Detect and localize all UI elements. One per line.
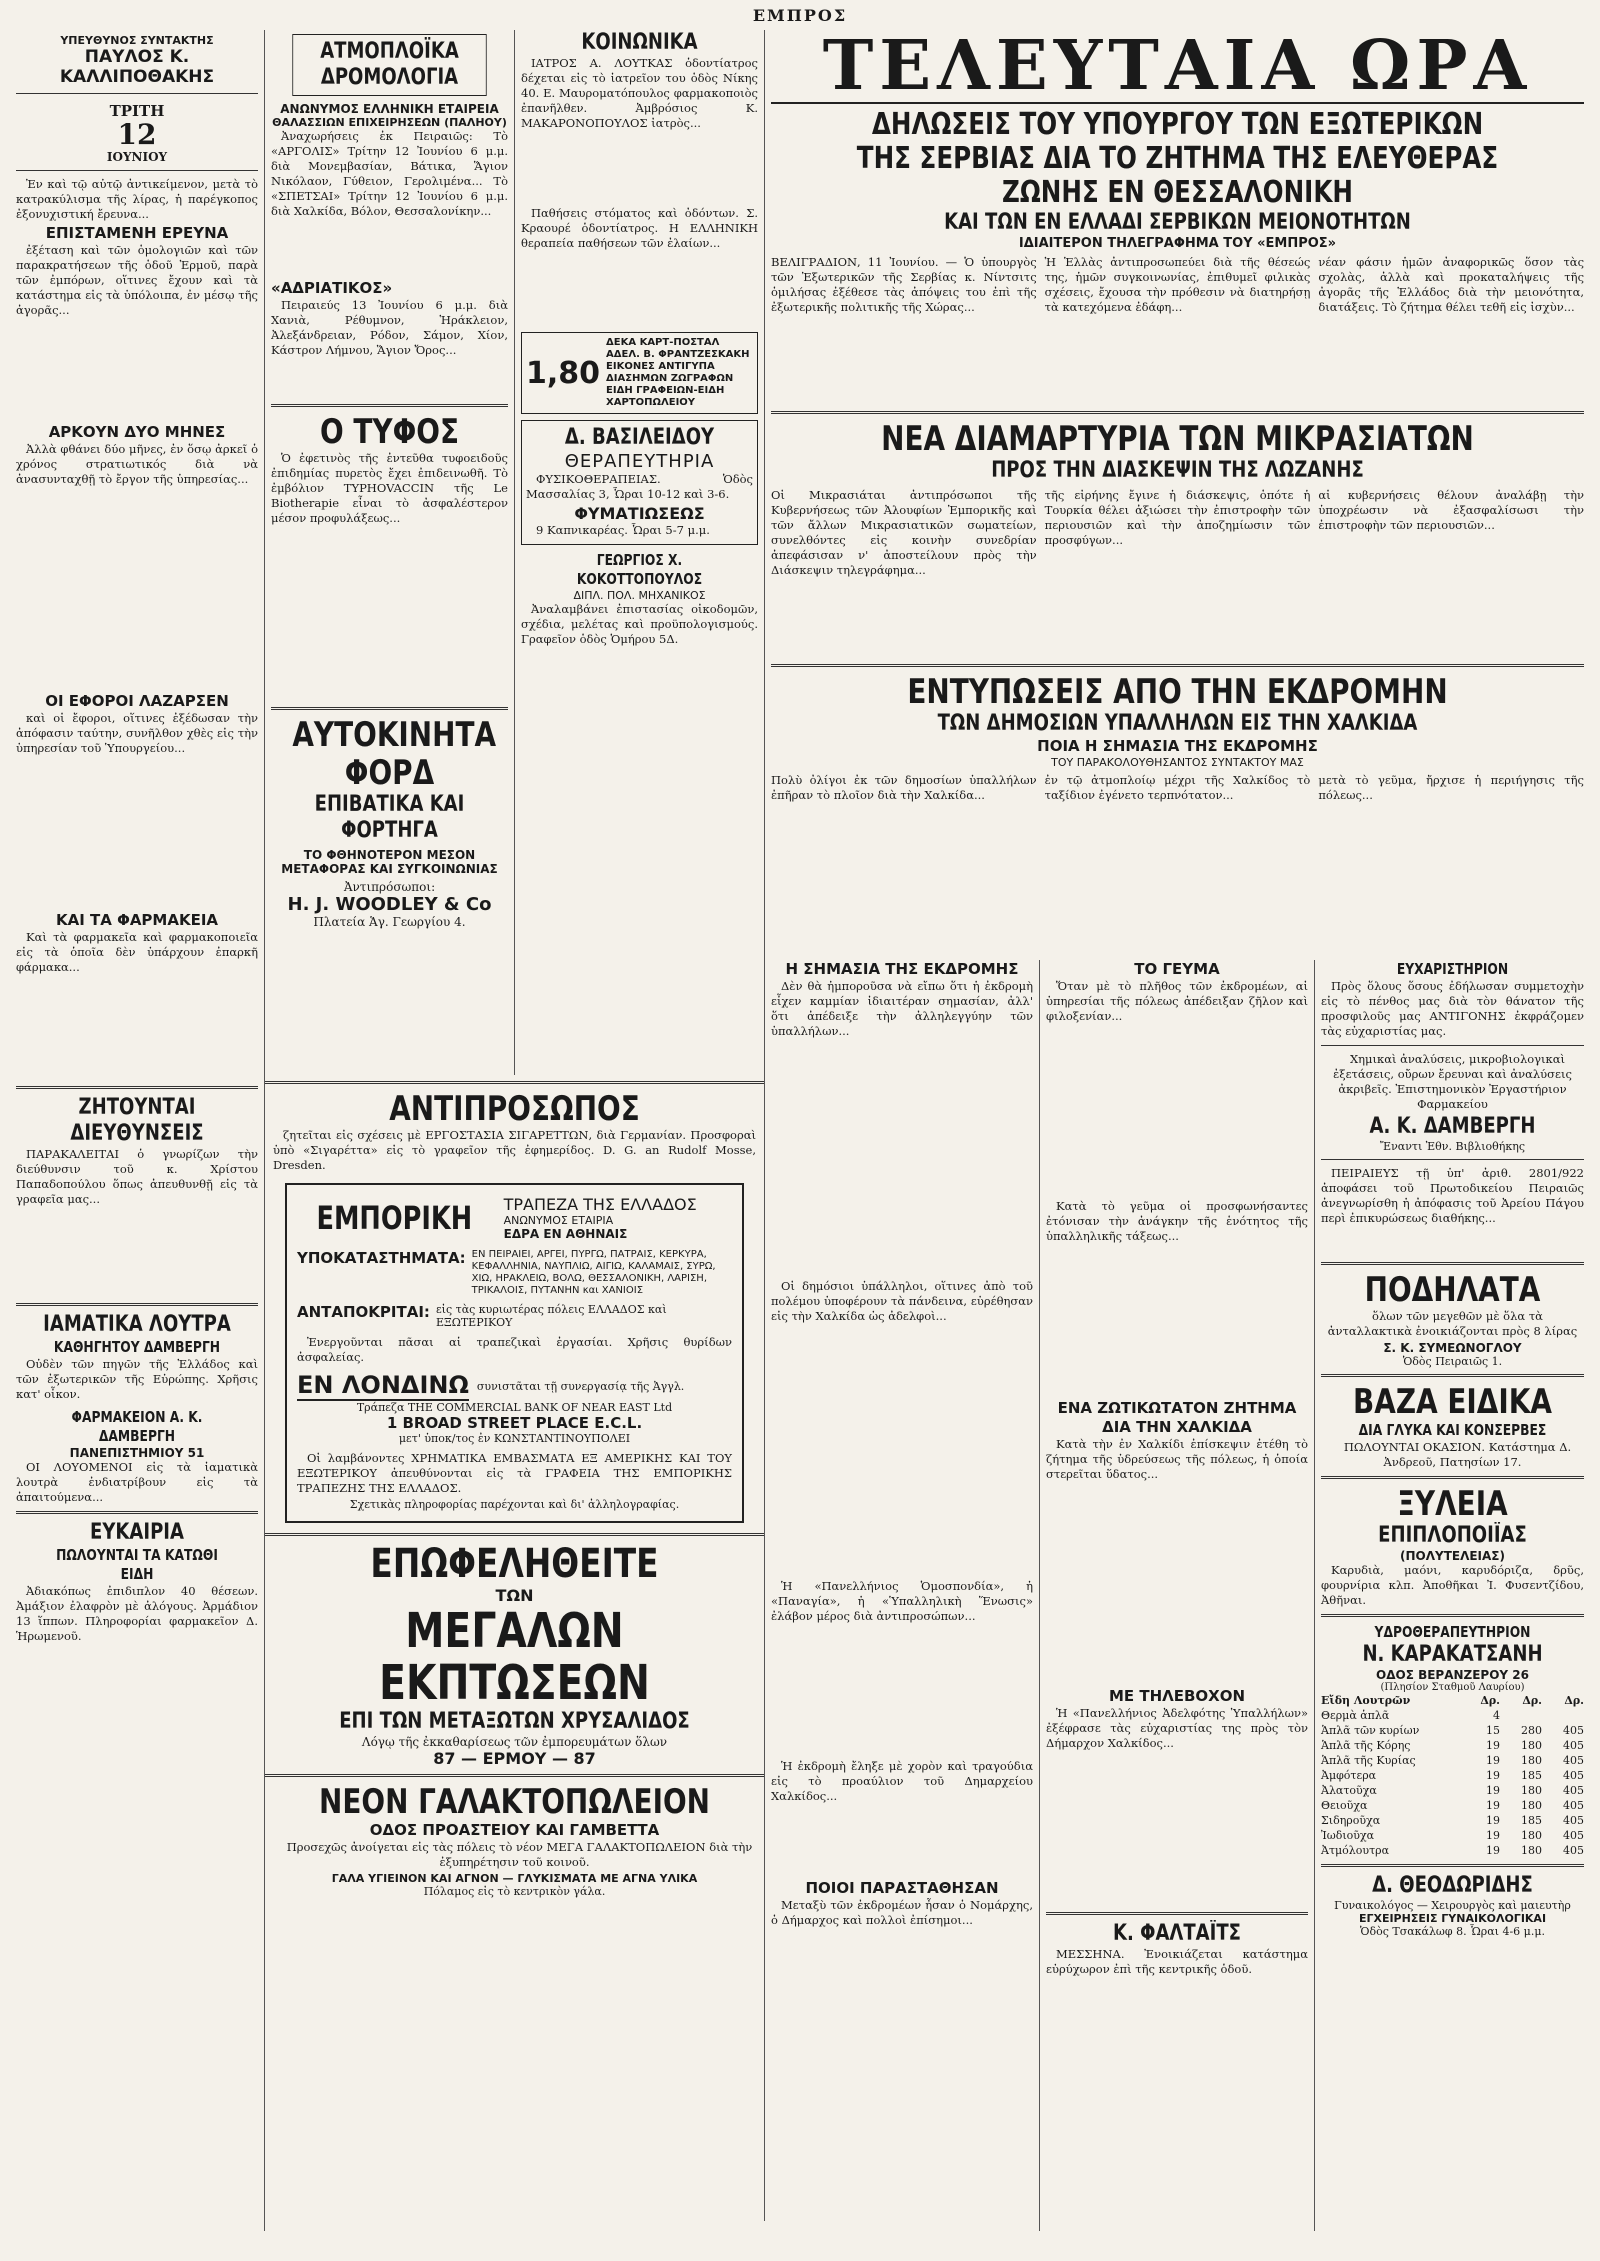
branches-list: ΕΝ ΠΕΙΡΑΙΕΙ, ΑΡΓΕΙ, ΠΥΡΓΩ, ΠΑΤΡΑΙΣ, ΚΕΡΚΥΡΑ, ΚΕΦΑΛΛΗΝΙΑ, ΝΑΥΠΛΙΩ, ΑΙΓΙΩ, ΚΑΛΑΜΑΙΣ, ΣΥΡΩ, ΧΙΩ, ΗΡΑΚΛΕΙΩ, ΒΟΛΩ, ΘΕΣΣΑΛΟΝΙΚΗ, ΛΑΡΙΣΗ, ΤΡΙΚΑΛΟΙΣ, ΠΥΤΑΝΗΝ και ΧΑΝΙΟΙΣ xyxy=(471,1249,716,1296)
dairy-heading: ΝΕΟΝ ΓΑΛΑΚΤΟΠΩΛΕΙΟΝ xyxy=(318,1782,711,1822)
issue-month: ΙΟΥΝΙΟΥ xyxy=(106,150,168,164)
impressions-headline: ΕΝΤΥΠΩΣΕΙΣ ΑΠΟ ΤΗΝ ΕΚΔΡΟΜΗΝ xyxy=(907,672,1448,712)
pharmacy-address: ΠΑΝΕΠΙΣΤΗΜΙΟΥ 51 xyxy=(69,1446,205,1460)
bikes-name: Σ. Κ. ΣΥΜΕΩΝΟΓΛΟΥ xyxy=(1383,1341,1522,1355)
bikes-address: Ὁδὸς Πειραιῶς 1. xyxy=(1402,1355,1503,1368)
cars-agent: H. J. WOODLEY & Co xyxy=(287,894,492,915)
doctor-text: Ἀναλαμβάνει ἐπιστασίας οἰκοδομῶν, σχέδια, μελέτας καὶ προϋπολογισμούς. Γραφεῖον ὁδὸς Ὁμήρου 5Δ. xyxy=(521,602,758,646)
meaning-text-5: Μεταξὺ τῶν ἐκδρομέων ἦσαν ὁ Νομάρχης, ὁ Δήμαρχος καὶ πολλοὶ ἐπίσημοι... xyxy=(771,1898,1033,1927)
issue-heading: ΕΝΑ ΖΩΤΙΚΩΤΑΤΟΝ ΖΗΤΗΜΑ ΔΙΑ ΤΗΝ ΧΑΛΚΙΔΑ xyxy=(1057,1399,1297,1436)
lazarsen-text: καὶ οἱ ἔφοροι, οἵτινες ἐξέδωσαν τὴν ἀπόφασιν ταύτην, συνῆλθον χθὲς εἰς τὴν ὑπηρεσίαν τοῦ Ὑπουργείου... xyxy=(16,711,258,755)
bikes-text: ὅλων τῶν μεγεθῶν μὲ ὅλα τὰ ἀνταλλακτικὰ ἐνοικιάζονται πρὸς 8 λίρας xyxy=(1327,1309,1578,1338)
telegram-label: ΙΔΙΑΙΤΕΡΟΝ ΤΗΛΕΓΡΑΦΗΜΑ ΤΟΥ «ΕΜΠΡΟΣ» xyxy=(1018,236,1337,251)
chem-text: Χημικαὶ ἀναλύσεις, μικροβιολογικαὶ ἐξετάσεις, οὔρων ἔρευναι καὶ ἀναλύσεις ἀκριβεῖς. Ἐπιστημονικὸν Ἐργαστήριον Φαρμακείου xyxy=(1333,1052,1572,1111)
london-text: συνιστᾶται τῇ συνεργασίᾳ τῆς Ἀγγλ. xyxy=(476,1379,685,1393)
postcard-ad xyxy=(521,332,758,414)
doc-heading: Δ. ΘΕΟΔΩΡΙΔΗΣ xyxy=(1372,1873,1533,1898)
editor-label: ΥΠΕΥΘΥΝΟΣ ΣΥΝΤΑΚΤΗΣ xyxy=(60,34,214,47)
shipping-text: Ἀναχωρήσεις ἐκ Πειραιῶς: Τὸ «ΑΡΓΟΛΙΣ» Τρίτην 12 Ἰουνίου 6 μ.μ. διὰ Μονεμβασίαν, Βάτικα, Ἅγιον Νικόλαον, Γύθειον, Γερολιμένα... Τὸ «ΣΠΕΤΣΑΙ» Τρίτην 12 Ἰουνίου 6 μ.μ. διὰ Χαλκίδα, Βόλον, Θεσσαλονίκην... xyxy=(271,129,508,218)
two-months-text: Ἀλλὰ φθάνει δύο μῆνες, ἐν ὅσῳ ἀρκεῖ ὁ χρόνος στρατιωτικός διὰ νὰ ἀνασυνταχθῇ τὸ ἔργον τῆς ὑπηρεσίας... xyxy=(16,442,258,486)
hydro-table-row: Θειοῦχα 19 180 405 xyxy=(1321,1799,1584,1812)
addresses-heading: ΖΗΤΟΥΝΤΑΙ ΔΙΕΥΘΥΝΣΕΙΣ xyxy=(70,1095,204,1146)
shipping-heading: ΑΤΜΟΠΛΟΪΚΑ ΔΡΟΜΟΛΟΓΙΑ xyxy=(292,34,486,96)
masthead-title: ΕΜΠΡΟΣ xyxy=(752,6,848,25)
hydro-table-header: Εἴδη Λουτρῶν Δρ. Δρ. Δρ. xyxy=(1321,1694,1584,1707)
branches-label: ΥΠΟΚΑΤΑΣΤΗΜΑΤΑ: xyxy=(297,1249,466,1267)
issue-date: 12 xyxy=(117,118,157,151)
protest-subheadline: ΠΡΟΣ ΤΗΝ ΔΙΑΣΚΕΨΙΝ ΤΗΣ ΛΩΖΑΝΗΣ xyxy=(991,458,1364,483)
hydro-table-row: Ἀλατοῦχα 19 180 405 xyxy=(1321,1784,1584,1797)
hydro-table-row: Θερμὰ ἁπλᾶ 4 xyxy=(1321,1709,1500,1722)
pharmacy-text: ΟΙ ΛΟΥΟΜΕΝΟΙ εἰς τὰ ἰαματικὰ λουτρὰ ἐνδιατρίβουν εἰς τὰ ἀπαιτούμενα... xyxy=(16,1460,258,1504)
wood-text: Καρυδιὰ, μαόνι, καρυδόριζα, δρῦς, φουρνίρια κλπ. Ἀποθῆκαι Ἰ. Φυσεντζίδου, Ἀθῆναι. xyxy=(1321,1563,1584,1607)
baths-heading: ΙΑΜΑΤΙΚΑ ΛΟΥΤΡΑ xyxy=(43,1312,231,1337)
meaning-text-2: Οἱ δημόσιοι ὑπάλληλοι, οἵτινες ἀπὸ τοῦ πολέμου ὑποφέρουν τὰ πάνδεινα, εὑρέθησαν εἰς τὴν Χαλκίδα ὡς ἀδελφοὶ... xyxy=(771,1279,1033,1323)
protest-story-c: αἱ κυβερνήσεις θέλουν ἀναλάβῃ τὴν ὑποχρέωσιν νὰ ἐξασφαλίσωσι τὴν ἐπιστροφὴν τῶν περιουσιῶν... xyxy=(1318,488,1584,532)
wood-heading: ΞΥΛΕΙΑ xyxy=(1397,1484,1508,1524)
sale-heading-4: ΕΠΙ ΤΩΝ ΜΕΤΑΞΩΤΩΝ ΧΡΥΣΑΛΙΔΟΣ xyxy=(339,1709,690,1734)
column-6 xyxy=(1040,960,1315,2231)
issue-text: Κατὰ τὴν ἐν Χαλκίδι ἐπίσκεψιν ἐτέθη τὸ ζήτημα τῆς ὑδρεύσεως τῆς πόλεως, ἡ ὁποία στερεῖται ὕδατος... xyxy=(1046,1437,1308,1481)
bargain-heading: ΕΥΚΑΙΡΙΑ xyxy=(90,1520,184,1545)
bargain-text: Ἀδιακόπως ἐπιδιπλον 40 θέσεων. Ἀμάξιον ἐλαφρὸν μὲ ἀλόγους. Ἀρμάδιον 13 ἵππων. Πληροφορίαι φαρμακεῖον Δ. Ἡρωμενοῦ. xyxy=(16,1584,258,1643)
hydro-address: ΟΔΟΣ ΒΕΡΑΝΖΕΡΟΥ 26 xyxy=(1376,1668,1529,1682)
bikes-heading: ΠΟΔΗΛΑΤΑ xyxy=(1364,1270,1541,1310)
editor-name: ΠΑΥΛΟΣ Κ. ΚΑΛΛΙΠΟΘΑΚΗΣ xyxy=(59,47,215,87)
clinic-subheading-2: ΦΥΜΑΤΙΩΣΕΩΣ xyxy=(574,504,705,523)
bargain-subheading: ΠΩΛΟΥΝΤΑΙ ΤΑ ΚΑΤΩΘΙ ΕΙΔΗ xyxy=(56,1546,218,1583)
impressions-story-c: μετὰ τὸ γεῦμα, ἤρχισε ἡ περιήγησις τῆς πόλεως... xyxy=(1318,773,1584,802)
hydro-table-row: Ἀμφότερα 19 185 405 xyxy=(1321,1769,1584,1782)
dairy-text: Προσεχῶς ἀνοίγεται εἰς τὰς πόλεις τὸ νέον ΜΕΓΑ ΓΑΛΑΚΤΟΠΩΛΕΙΟΝ διὰ τὴν ἐξυπηρέτησιν τοῦ κοινοῦ. xyxy=(286,1840,753,1869)
ad-block xyxy=(265,1075,765,2221)
piraeus-text: ΠΕΙΡΑΙΕΥΣ τῇ ὑπ' ἀριθ. 2801/922 ἀποφάσει τοῦ Πρωτοδικείου Πειραιῶς ἀνεγνωρίσθη ἡ ἀπόφασις τοῦ Ἀρείου Πάγου περὶ ἐπικυρώσεως διαθήκης... xyxy=(1321,1166,1584,1225)
remittance-note: Σχετικὰς πληροφορίας παρέχονται καὶ δι' ἀλληλογραφίας. xyxy=(349,1498,680,1511)
dairy-text-2: ΓΑΛΑ ΥΓΙΕΙΝΟΝ ΚΑΙ ΑΓΝΟΝ — ΓΛΥΚΙΣΜΑΤΑ ΜΕ ΑΓΝΑ ΥΛΙΚΑ xyxy=(331,1872,698,1885)
sale-heading-2: ΤΩΝ xyxy=(495,1586,534,1605)
london-address: 1 BROAD STREET PLACE E.C.L. xyxy=(386,1414,643,1432)
wood-subheading: ΕΠΙΠΛΟΠΟΙΪΑΣ xyxy=(1378,1523,1527,1548)
jars-subheading: ΔΙΑ ΓΛΥΚΑ ΚΑΙ ΚΟΝΣΕΡΒΕΣ xyxy=(1358,1421,1547,1439)
sale-heading-3: ΜΕΓΑΛΩΝ ΕΚΠΤΩΣΕΩΝ xyxy=(379,1603,650,1711)
hydro-table-row: Σιδηροῦχα 19 185 405 xyxy=(1321,1814,1584,1827)
research-heading: ΕΠΙΣΤΑΜΕΝΗ ΕΡΕΥΝΑ xyxy=(45,224,229,242)
sale-text: Λόγῳ τῆς ἐκκαθαρίσεως τῶν ἐμπορευμάτων ὅλων xyxy=(361,1735,668,1749)
sale-heading-1: ΕΠΩΦΕΛΗΘΕΙΤΕ xyxy=(370,1541,659,1587)
hydro-name: Ν. ΚΑΡΑΚΑΤΣΑΝΗ xyxy=(1362,1642,1543,1667)
postcard-price: 1,80 xyxy=(526,355,601,391)
meal-heading: ΤΟ ΓΕΥΜΑ xyxy=(1134,960,1220,978)
doc-subheading-2: ΕΓΧΕΙΡΗΣΕΙΣ ΓΥΝΑΙΚΟΛΟΓΙΚΑΙ xyxy=(1358,1912,1547,1925)
hydro-table-row: Ἁπλᾶ τῶν κυρίων 15 280 405 xyxy=(1321,1724,1584,1737)
pharmacies-text: Καὶ τὰ φαρμακεῖα καὶ φαρμακοποιεῖα εἰς τὰ ὁποῖα δὲν ὑπάρχουν ἐπαρκῆ φάρμακα... xyxy=(16,930,258,974)
adriatikos-heading: «ΑΔΡΙΑΤΙΚΟΣ» xyxy=(271,279,393,297)
impressions-story-a: Πολὺ ὀλίγοι ἐκ τῶν δημοσίων ὑπαλλήλων ἐπῆραν τὸ πλοῖον διὰ τὴν Χαλκίδα... xyxy=(771,773,1037,802)
baths-subheading: ΚΑΘΗΓΗΤΟΥ ΔΑΜΒΕΡΓΗ xyxy=(53,1338,221,1356)
protest-headline: ΝΕΑ ΔΙΑΜΑΡΤΥΡΙΑ ΤΩΝ ΜΙΚΡΑΣΙΑΤΩΝ xyxy=(881,419,1474,459)
hydro-table-row: Ἀτμόλουτρα 19 180 405 xyxy=(1321,1844,1584,1857)
serbia-headline-sub: ΚΑΙ ΤΩΝ ΕΝ ΕΛΛΑΔΙ ΣΕΡΒΙΚΩΝ ΜΕΙΟΝΟΤΗΤΩΝ xyxy=(944,210,1411,235)
meal-text: Ὅταν μὲ τὸ πλῆθος τῶν ἐκδρομέων, αἱ ὑπηρεσίαι τῆς πόλεως ἀπέδειξαν ζῆλον καὶ φιλοξενίαν... xyxy=(1046,979,1308,1023)
column-7 xyxy=(1315,960,1590,2231)
postcard-text: ΔΕΚΑ ΚΑΡΤ-ΠΟΣΤΑΛ ΑΔΕΛ. Β. ΦΡΑΝΤΖΕΣΚΑΚΗ ΕΙΚΟΝΕΣ ΑΝΤΙΓΥΠΑ ΔΙΑΣΗΜΩΝ ΖΩΓΡΑΦΩΝ ΕΙΔΗ ΓΡΑΦΕΙΩΝ-ΕΙΔΗ ΧΑΡΤΟΠΩΛΕΙΟΥ xyxy=(606,337,750,408)
correspondents-label: ΑΝΤΑΠΟΚΡΙΤΑΙ: xyxy=(297,1303,430,1321)
last-hour-section xyxy=(765,30,1590,960)
london-bank: Τράπεζα THE COMMERCIAL BANK OF NEAR EAST Ltd xyxy=(356,1401,673,1414)
column-3 xyxy=(515,30,765,1075)
faltaits-text: ΜΕΣΣΗΝΑ. Ἐνοικιάζεται κατάστημα εὐρύχωρον ἐπὶ τῆς κεντρικῆς ὁδοῦ. xyxy=(1046,1947,1308,1976)
addresses-text: ΠΑΡΑΚΑΛΕΙΤΑΙ ὁ γνωρίζων τὴν διεύθυνσιν τοῦ κ. Χρίστου Παπαδοπούλου ὅπως ἀπευθυνθῇ εἰς τὰ γραφεῖα μας... xyxy=(16,1147,258,1206)
london-label: ΕΝ ΛΟΝΔΙΝΩ xyxy=(297,1371,469,1399)
pharmacy-name: ΦΑΡΜΑΚΕΙΟΝ Α. Κ. ΔΑΜΒΕΡΓΗ xyxy=(71,1408,203,1445)
impressions-subheadline: ΤΩΝ ΔΗΜΟΣΙΩΝ ΥΠΑΛΛΗΛΩΝ ΕΙΣ ΤΗΝ ΧΑΛΚΙΔΑ xyxy=(937,711,1418,736)
rep-heading: ΑΝΤΙΠΡΟΣΩΠΟΣ xyxy=(389,1089,640,1129)
chem-address: Ἔναντι Ἐθν. Βιβλιοθήκης xyxy=(1380,1140,1525,1153)
meaning-heading: Η ΣΗΜΑΣΙΑ ΤΗΣ ΕΚΔΡΟΜΗΣ xyxy=(785,960,1019,978)
doctor-subheading: ΔΙΠΛ. ΠΟΛ. ΜΗΧΑΝΙΚΟΣ xyxy=(573,589,706,602)
meaning-text: Δὲν θὰ ἠμποροῦσα νὰ εἴπω ὅτι ἡ ἐκδρομὴ εἶχεν καμμίαν ἰδιαιτέραν σημασίαν, ἀλλ' ὅτι ἀπέδειξε τὴν ἀλληλεγγύην τῶν ὑπαλλήλων... xyxy=(771,979,1033,1038)
doc-subheading: Γυναικολόγος — Χειρουργὸς καὶ μαιευτὴρ xyxy=(1334,1899,1571,1912)
wood-subheading-2: (ΠΟΛΥΤΕΛΕΙΑΣ) xyxy=(1399,1549,1505,1563)
baths-text: Οὐδὲν τῶν πηγῶν τῆς Ἑλλάδος καὶ τῶν ἐξωτερικῶν τῆς Εὐρώπης. Χρῆσις κατ' οἶκον. xyxy=(16,1357,258,1401)
shipping-company: ΑΝΩΝΥΜΟΣ ΕΛΛΗΝΙΚΗ ΕΤΑΙΡΕΙΑ xyxy=(280,102,499,116)
intro-text: Ἐν καὶ τῷ αὐτῷ ἀντικείμενον, μετὰ τὸ κατρακύλισμα τῆς λίρας, ἡ παρέγκοπος ἐξονυχιστική ἔρευνα... xyxy=(16,177,258,221)
typhus-heading: Ο ΤΥΦΟΣ xyxy=(319,412,460,452)
remittance-text: Οἱ λαμβάνοντες ΧΡΗΜΑΤΙΚΑ ΕΜΒΑΣΜΑΤΑ ΕΞ ΑΜΕΡΙΚΗΣ ΚΑΙ ΤΟΥ ΕΞΩΤΕΡΙΚΟΥ ἀπευθύνονται εἰς τὰ ΓΡΑΦΕΙΑ ΤΗΣ ΕΜΠΟΡΙΚΗΣ ΤΡΑΠΕΖΗΣ ΤΗΣ ΕΛΛΑΔΟΣ. xyxy=(297,1451,732,1495)
dairy-subheading: ΟΔΟΣ ΠΡΟΑΣΤΕΙΟΥ ΚΑΙ ΓΑΜΒΕΤΤΑ xyxy=(369,1821,660,1839)
rep-text: ζητεῖται εἰς σχέσεις μὲ ΕΡΓΟΣΤΑΣΙΑ ΣΙΓΑΡΕΤΤΩΝ, διὰ Γερμανίαν. Προσφοραὶ ὑπὸ «Σιγαρέττα» εἰς τὸ γραφεῖον τῆς ἐφημερίδος. D. G. an Rudolf Mosse, Dresden. xyxy=(273,1128,756,1172)
hydro-heading: ΥΔΡΟΘΕΡΑΠΕΥΤΗΡΙΟΝ xyxy=(1374,1623,1531,1641)
research-text: ἐξέταση καὶ τῶν ὁμολογιῶν καὶ τῶν παρακρατήσεων τῆς ὁδοῦ Ἑρμοῦ, παρὰ τῶν ἐμπόρων, οἵτινες ἔχουν καὶ τὰ κατάστημα εἰς τὰ ὑπόλοιπα, ἐν μέσῳ τῆς ἀγορᾶς... xyxy=(16,243,258,317)
bank-type: ΑΝΩΝΥΜΟΣ ΕΤΑΙΡΙΑ xyxy=(503,1214,614,1227)
social-text-2: Παθήσεις στόματος καὶ ὀδόντων. Σ. Κραουρέ ὁδοντίατρος. Η ΕΛΛΗΝΙΚΗ θεραπεία παθήσεων τῶν ἐλαίων... xyxy=(521,206,758,250)
serbia-story-c: νέαν φάσιν ἡμῶν ἀναφορικῶς ὅσον τὰς σχολὰς, ἀλλὰ καὶ προκαταλήψεις τῆς ἀγορᾶς τῆς Ἑλλάδος διὰ τὴν μειονότητα, διατάξεις. Τὸ ζήτημα θέλει τεθῆ εἰς ἰσχὺν... xyxy=(1318,255,1584,314)
sale-address: 87 — ΕΡΜΟΥ — 87 xyxy=(433,1749,596,1768)
meaning-heading-2: ΠΟΙΟΙ ΠΑΡΑΣΤΑΘΗΣΑΝ xyxy=(805,1879,999,1897)
social-heading: ΚΟΙΝΩΝΙΚΑ xyxy=(581,30,698,55)
impressions-story-b: ἐν τῷ ἀτμοπλοίῳ μέχρι τῆς Χαλκίδος τὸ ταξίδιον ἐγένετο τερπνότατον... xyxy=(1044,773,1311,802)
lastnote-heading: ΜΕ ΤΗΛΕΒΟΧΟΝ xyxy=(1108,1687,1246,1705)
hydro-table xyxy=(1321,1708,1584,1858)
two-months-heading: ΑΡΚΟΥΝ ΔΥΟ ΜΗΝΕΣ xyxy=(48,423,226,441)
doctor-heading: ΓΕΩΡΓΙΟΣ Χ. ΚΟΚΟΤΤΟΠΟΥΛΟΣ xyxy=(576,551,703,588)
serbia-story-a: ΒΕΛΙΓΡΑΔΙΟΝ, 11 Ἰουνίου. — Ὁ ὑπουργὸς τῶν Ἐξωτερικῶν τῆς Σερβίας κ. Νίντσιτς ὁμιλήσας ἐξέθεσε τὰς ἀπόψεις του ἐπὶ τῆς ἐξωτερικῆς πολιτικῆς τῆς Χώρας... xyxy=(771,255,1037,314)
serbia-story-b: Ἡ Ἑλλὰς ἀντιπροσωπεύει διὰ τῆς θέσεώς της, ἡμῶν συγκοινωνίας, ἐπιθυμεῖ φιλικὰς σχέσεις, ἔχουσα τὴν πρόθεσιν νὰ διατηρήσῃ τὰ κατεχόμενα ἐδάφη... xyxy=(1044,255,1311,314)
masthead xyxy=(0,0,1600,30)
correspondents-text: εἰς τὰς κυριωτέρας πόλεις ΕΛΛΑΔΟΣ καὶ ΕΞΩΤΕΡΙΚΟΥ xyxy=(435,1303,667,1329)
serbia-headline: ΔΗΛΩΣΕΙΣ ΤΟΥ ΥΠΟΥΡΓΟΥ ΤΩΝ ΕΞΩΤΕΡΙΚΩΝ ΤΗΣ ΣΕΡΒΙΑΣ ΔΙΑ ΤΟ ΖΗΤΗΜΑ ΤΗΣ ΕΛΕΥΘΕΡΑΣ ΖΩΝΗΣ ΕΝ ΘΕΣΣΑΛΟΝΙΚΗ xyxy=(856,107,1499,210)
clinic-heading: Δ. ΒΑΣΙΛΕΙΔΟΥ xyxy=(564,425,715,450)
column-5 xyxy=(765,960,1040,2231)
hydro-note: (Πλησίον Σταθμοῦ Λαυρίου) xyxy=(1380,1682,1525,1693)
jars-text: ΠΩΛΟΥΝΤΑΙ ΟΚΑΣΙΟΝ. Κατάστημα Δ. Ἀνδρεοῦ, Πατησίων 17. xyxy=(1343,1440,1572,1469)
column-2 xyxy=(265,30,515,1075)
impressions-byline: ΤΟΥ ΠΑΡΑΚΟΛΟΥΘΗΣΑΝΤΟΣ ΣΥΝΤΑΚΤΟΥ ΜΑΣ xyxy=(1051,756,1304,769)
bank-name: ΕΜΠΟΡΙΚΗ xyxy=(316,1199,473,1237)
jars-heading: ΒΑΖΑ ΕΙΔΙΚΑ xyxy=(1353,1382,1552,1422)
typhus-text: Ὁ ἐφετινὸς τῆς ἐντεῦθα τυφοειδοῦς ἐπιδημίας πυρετὸς ἔχει ἐπιδεινωθῆ. Τὸ ἐμβόλιον TYPHOVACCIN τῆς Le Biotherapie εἶναι τὸ ἀσφαλέστερον μέσον προφυλάξεως... xyxy=(271,451,508,525)
doc-text: Ὁδὸς Τσακάλωφ 8. Ὧραι 4-6 μ.μ. xyxy=(1360,1925,1545,1938)
bank-seat: ΕΔΡΑ ΕΝ ΑΘΗΝΑΙΣ xyxy=(503,1227,628,1241)
cars-agent-label: Ἀντιπρόσωποι: xyxy=(343,880,436,894)
meaning-text-4: Ἡ ἐκδρομὴ ἔληξε μὲ χορὸν καὶ τραγούδια εἰς τὸ προαύλιον τοῦ Δημαρχείου Χαλκίδος... xyxy=(771,1759,1033,1803)
shipping-company-sub: ΘΑΛΑΣΣΙΩΝ ΕΠΙΧΕΙΡΗΣΕΩΝ (ΠΑΛΗΟΥ) xyxy=(272,116,507,129)
thanks-text: Πρὸς ὅλους ὅσους ἐδήλωσαν συμμετοχὴν εἰς τὸ πένθος μας διὰ τὸν θάνατον τῆς προσφιλοῦς μας ΑΝΤΙΓΟΝΗΣ ἐκφράζομεν τὰς εὐχαριστίας μας. xyxy=(1321,979,1584,1038)
cars-subheading: ΕΠΙΒΑΤΙΚΑ ΚΑΙ ΦΟΡΤΗΓΑ xyxy=(314,792,465,843)
lazarsen-heading: ΟΙ ΕΦΟΡΟΙ ΛΑΖΑΡΣΕΝ xyxy=(45,692,229,710)
bank-operations-text: Ἐνεργοῦνται πᾶσαι αἱ τραπεζικαὶ ἐργασίαι. Χρῆσις θυρίδων ἀσφαλείας. xyxy=(297,1335,732,1364)
impressions-subheadline-2: ΠΟΙΑ Η ΣΗΜΑΣΙΑ ΤΗΣ ΕΚΔΡΟΜΗΣ xyxy=(1037,737,1318,755)
bank-full-name: ΤΡΑΠΕΖΑ ΤΗΣ ΕΛΛΑΔΟΣ xyxy=(503,1195,697,1214)
clinic-ad xyxy=(521,420,758,545)
meal-text-2: Κατὰ τὸ γεῦμα οἱ προσφωνήσαντες ἐτόνισαν τὴν ἀνάγκην τῆς ἑνότητος τῆς ὑπαλληλικῆς τάξεως... xyxy=(1046,1199,1308,1243)
protest-story-a: Οἱ Μικρασιάται ἀντιπρόσωποι τῆς Κυβερνήσεως τῶν Ἀλουφίων Ἐμπορικῆς καὶ τῶν ἄλλων Μικρασιατικῶν σωματείων, συνελθόντες εἰς κοινὴν συνεδρίαν ἀπεφάσισαν ν' ἀποστείλουν πρὸς τὴν Διάσκεψιν τηλεγράφημα... xyxy=(771,488,1037,577)
thanks-heading: ΕΥΧΑΡΙΣΤΗΡΙΟΝ xyxy=(1396,960,1509,978)
faltaits-heading: Κ. ΦΑΛΤΑΪΤΣ xyxy=(1113,1921,1241,1946)
clinic-subheading: ΘΕΡΑΠΕΥΤΗΡΙΑ xyxy=(564,451,715,472)
cars-address: Πλατεία Ἁγ. Γεωργίου 4. xyxy=(313,915,466,929)
column-1 xyxy=(10,30,265,2231)
hydro-table-row: Ἁπλᾶ τῆς Κόρης 19 180 405 xyxy=(1321,1739,1584,1752)
hydro-table-row: Ἁπλᾶ τῆς Κυρίας 19 180 405 xyxy=(1321,1754,1584,1767)
pharmacies-heading: ΚΑΙ ΤΑ ΦΑΡΜΑΚΕΙΑ xyxy=(55,911,219,929)
dairy-text-3: Πόλαμος εἰς τὸ κεντρικὸν γάλα. xyxy=(423,1885,606,1898)
social-text: ΙΑΤΡΟΣ Α. ΛΟΥΤΚΑΣ ὁδοντίατρος δέχεται εἰς τὸ ἰατρεῖον του ὁδὸς Νίκης 40. Ε. Μαυροματόπουλος φαρμακοποιὸς ἐπανῆλθεν. Ἀμβρόσιος Κ. ΜΑΚΑΡΟΝΟΠΟΥΛΟΣ ἰατρὸς... xyxy=(521,56,758,130)
lastnote-text: Ἡ «Πανελλήνιος Ἀδελφότης Ὑπαλλήλων» ἐξέφρασε τὰς εὐχαριστίας της πρὸς τὸν Δήμαρχον Χαλκίδος... xyxy=(1046,1706,1308,1750)
cars-text: ΤΟ ΦΘΗΝΟΤΕΡΟΝ ΜΕΣΟΝ ΜΕΤΑΦΟΡΑΣ ΚΑΙ ΣΥΓΚΟΙΝΩΝΙΑΣ xyxy=(281,848,498,876)
clinic-text: ΦΥΣΙΚΟΘΕΡΑΠΕΙΑΣ. Ὁδὸς Μασσαλίας 3, Ὧραι 10-12 καὶ 3-6. xyxy=(526,472,753,501)
adriatikos-text: Πειραιεύς 13 Ἰουνίου 6 μ.μ. διὰ Χανιὰ, Ρέθυμνον, Ἡράκλειον, Ἀλεξάνδρειαν, Ρόδον, Σάμον, Χίον, Κάστρον Λήμνου, Ἅγιον Ὄρος... xyxy=(271,298,508,357)
clinic-text-2: 9 Καπνικαρέας. Ὧραι 5-7 μ.μ. xyxy=(536,523,710,537)
london-branch: μετ' ὑποκ/τος ἐν ΚΩΝΣΤΑΝΤΙΝΟΥΠΟΛΕΙ xyxy=(398,1432,631,1445)
protest-story-b: τῆς εἰρήνης ἔγινε ἡ διάσκεψις, ὁπότε ἡ Τουρκία θέλει ἀξιώσει τὴν ἐπιστροφὴν τῶν περιουσιῶν καὶ τὴν ἀποζημίωσιν τῶν προσφύγων... xyxy=(1044,488,1311,547)
chem-heading: Α. Κ. ΔΑΜΒΕΡΓΗ xyxy=(1369,1114,1536,1139)
last-hour-title: ΤΕΛΕΥΤΑΙΑ ΩΡΑ xyxy=(771,30,1584,104)
issue-day: ΤΡΙΤΗ xyxy=(109,102,165,120)
hydro-table-row: Ἰωδιοῦχα 19 180 405 xyxy=(1321,1829,1584,1842)
bank-ad xyxy=(285,1183,744,1523)
meaning-text-3: Ἡ «Πανελλήνιος Ὁμοσπονδία», ἡ «Παναγία», ἡ «Ὑπαλληλικὴ Ἕνωσις» ἐλάβον μέρος διὰ ἀντιπροσώπων... xyxy=(771,1579,1033,1623)
cars-heading: ΑΥΤΟΚΙΝΗΤΑ ΦΟΡΔ xyxy=(292,715,497,793)
